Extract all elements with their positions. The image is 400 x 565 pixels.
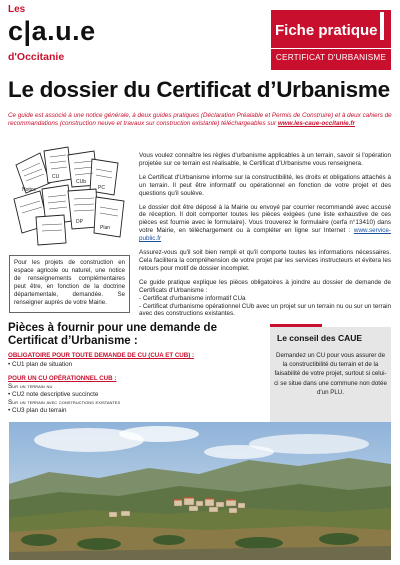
documents-sketch-illustration	[6, 145, 134, 247]
sketch-paper	[68, 189, 98, 229]
fiche-badge-subtitle: CERTIFICAT D'URBANISME	[275, 53, 387, 62]
body-list-item-1: - Certificat d'urbanisme informatif CUa	[139, 294, 246, 302]
body-paragraph-4: Assurez-vous qu'il soit bien rempli et qu'il comporte toutes les informations nécessaires. Cela facilitera la compréhension de votre projet par les services instructeurs et évitera les retours pour motif de dossier incomplet.	[139, 249, 391, 272]
logo-prefix: Les	[8, 4, 26, 15]
conseil-text: Demandez un CU pour vous assurer de la constructibilité du terrain et de la faisabilité de votre projet, surtout si celui-ci se situe dans une commune non dotée d'un PLU.	[274, 352, 387, 396]
pieces-subgroup-terrain-nu: Sur un terrain nu	[8, 383, 53, 390]
service-public-link[interactable]: www.service-public.fr	[139, 227, 392, 243]
conseil-title: Le conseil des CAUE	[277, 333, 363, 343]
pieces-subgroup-constructions: Sur un terrain avec constructions existantes	[8, 399, 121, 406]
body-paragraph-5-text: Ce guide pratique explique les pièces obligatoires à joindre au dossier de demande de Certificats d'Urbanisme :	[139, 278, 391, 294]
sketch-label: CU	[52, 174, 60, 180]
pieces-heading: Pièces à fournir pour une demande de Certificat d’Urbanisme :	[8, 322, 217, 347]
intro-link[interactable]: www.les-caue-occitanie.fr	[277, 120, 355, 128]
pieces-group-2-label: POUR UN CU OPÉRATIONNEL CUB :	[8, 375, 117, 382]
body-list-item-2: - Certificat d'urbanisme opérationnel CUb avec un projet sur un terrain nu ou sur un terrain avec des constructions existantes.	[139, 302, 391, 318]
sketch-label: DP	[76, 219, 83, 225]
pieces-item-cu1: • CU1 plan de situation	[8, 361, 73, 368]
sketch-label: Notice	[22, 187, 37, 193]
body-paragraph-3-text: Le dossier doit être déposé à la Mairie ou envoyé par courrier recommandé avec accusé de réception. Il doit comporter toutes les pièces exigées (une liste exhaustive de ces pièces est fournie avec le formulaire). Vous trouverez le formulaire (cerfa n°13410) dans votre Mairie, en téléchargement ou à compléter en ligne sur Internet :	[139, 203, 391, 235]
pieces-item-cu3: • CU3 plan du terrain	[8, 407, 67, 414]
body-paragraph-1: Vous voulez connaître les règles d'urbanisme applicables à un terrain, savoir si l'opération projetée sur ce terrain est réalisable, le Certificat d'Urbanisme vous renseignera.	[139, 152, 391, 167]
fiche-badge-bar	[380, 12, 384, 40]
village-landscape-photo	[9, 422, 391, 560]
body-paragraph-2: Le Certificat d'Urbanisme informe sur la constructibilité, les droits et obligations attachés à un terrain. Il peut être informatif ou opérationnel en fonction de votre projet et des questions qu'il soulève.	[139, 173, 391, 197]
logo-name: c|a.u.e	[8, 16, 96, 46]
pieces-item-cu2: • CU2 note descriptive succincte	[8, 391, 99, 398]
sketch-label: PC	[98, 185, 105, 191]
page-title: Le dossier du Certificat d’Urbanisme	[8, 77, 390, 102]
intro-body: Ce guide est associé à une notice générale, à deux guides pratiques (Déclaration Préalable et Permis de Construire) et à deux cahiers de recommandations (construction neuve et travaux sur construction existante) téléchargeables sur	[8, 112, 392, 128]
intro-text	[8, 112, 392, 128]
body-paragraph-5	[139, 279, 391, 319]
logo-region: d'Occitanie	[8, 51, 65, 63]
sketch-paper	[94, 197, 124, 237]
fiche-badge-title: Fiche pratique	[275, 22, 378, 39]
sketch-label: Plan	[100, 225, 111, 231]
note-box: Pour les projets de construction en espace agricole ou naturel, une notice de renseignements complémentaires peut être, en fonction de la doctrine départementale, demandée. Se renseigner auprès de votre Mairie.	[9, 255, 130, 313]
pieces-group-1-label: OBLIGATOIRE POUR TOUTE DEMANDE DE CU (CUA ET CUB) :	[8, 352, 195, 359]
body-paragraph-3	[139, 204, 391, 244]
fiche-badge-divider	[271, 48, 391, 49]
sketch-label: CUb	[76, 179, 87, 185]
body-text	[139, 152, 391, 318]
